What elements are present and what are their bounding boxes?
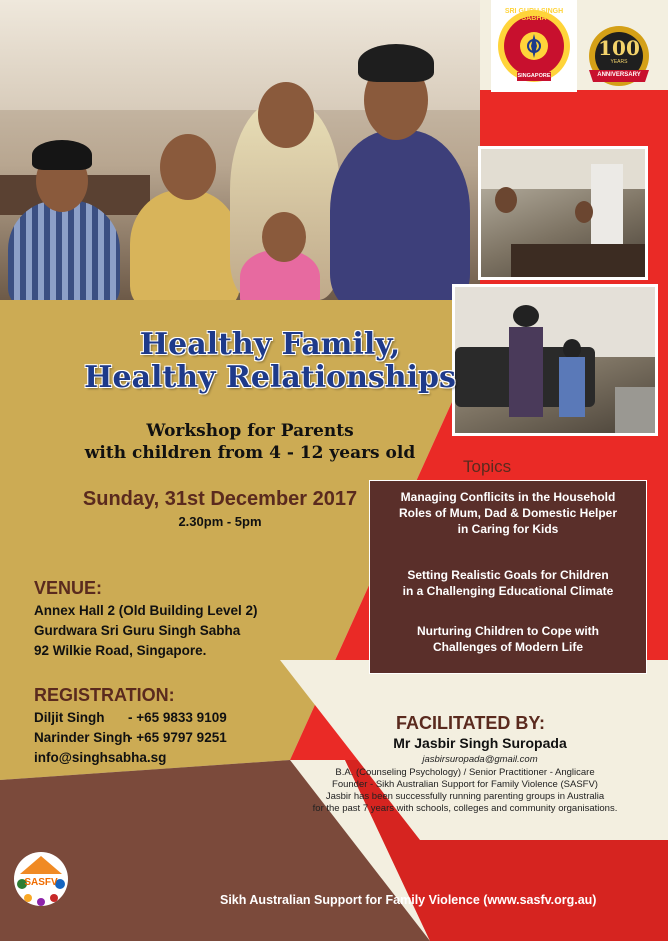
topic-1-line-2: Roles of Mum, Dad & Domestic Helper — [398, 506, 618, 520]
venue-line-2: Gurdwara Sri Guru Singh Sabha — [34, 623, 241, 638]
gurdwara-logo-top-text: SRI GURU SINGH SABHA — [504, 8, 564, 22]
sasfv-label: SASFV — [24, 877, 58, 888]
topic-2 — [370, 567, 646, 599]
topic-3 — [370, 623, 646, 655]
topic-2-line-2: in a Challenging Educational Climate — [402, 584, 614, 598]
registration-phone-1: - +65 9833 9109 — [128, 710, 227, 725]
living-boy-head — [563, 339, 581, 359]
event-time: 2.30pm - 5pm — [178, 514, 262, 529]
photo-small-girl-head — [262, 212, 306, 262]
topic-3-line-2: Challenges of Modern Life — [432, 640, 583, 654]
photo-boy-turban — [32, 140, 92, 170]
topics-heading: Topics — [463, 457, 512, 476]
poster-subtitle — [40, 420, 460, 464]
anniversary-label: ANNIVERSARY — [597, 72, 641, 78]
anniversary-number: 100 — [598, 36, 640, 60]
family-photo — [0, 0, 480, 300]
sasfv-logo — [10, 846, 72, 908]
living-room-photo — [452, 284, 658, 436]
kitchen-person-1 — [495, 187, 517, 213]
kitchen-person-2 — [575, 201, 593, 223]
photo-girl — [130, 190, 240, 300]
living-man-turban — [513, 305, 539, 327]
topic-2-line-1: Setting Realistic Goals for Children — [407, 568, 609, 582]
topic-1-line-1: Managing Conflicits in the Household — [400, 490, 616, 504]
anniversary-logo — [585, 24, 653, 92]
kitchen-fridge — [591, 164, 623, 254]
gurdwara-logo-bottom-text: SINGAPORE — [517, 73, 551, 79]
photo-mother-head — [258, 82, 314, 148]
facilitator-email[interactable]: jasbirsuropada@gmail.com — [422, 754, 538, 765]
registration-heading: REGISTRATION: — [34, 685, 175, 705]
topic-1 — [370, 489, 646, 537]
living-chair — [615, 387, 655, 433]
facilitator-heading: FACILITATED BY: — [396, 713, 545, 733]
subtitle-line-2: with children from 4 - 12 years old — [84, 443, 416, 463]
topic-1-line-3: in Caring for Kids — [457, 522, 559, 536]
registration-name-1: Diljit Singh — [34, 710, 105, 725]
kitchen-photo — [478, 146, 648, 280]
venue-line-1: Annex Hall 2 (Old Building Level 2) — [34, 603, 258, 618]
facilitator-line-3: Jasbir has been successfully running parenting groups in Australia — [325, 791, 605, 802]
photo-father-turban — [358, 44, 434, 82]
facilitator-name: Mr Jasbir Singh Suropada — [393, 735, 567, 751]
topics-box — [369, 480, 647, 674]
facilitator-line-1: B.A. (Counseling Psychology) / Senior Practitioner - Anglicare — [335, 767, 595, 778]
gurdwara-logo — [491, 0, 577, 92]
living-boy — [559, 357, 585, 417]
event-date: Sunday, 31st December 2017 — [82, 488, 358, 510]
poster-title — [70, 328, 470, 394]
registration-email[interactable]: info@singhsabha.sg — [34, 750, 167, 765]
title-line-2: Healthy Relationships — [84, 360, 456, 395]
anniversary-years: YEARS — [610, 59, 628, 65]
registration-name-2: Narinder Singh — [34, 730, 131, 745]
footer-organisation: Sikh Australian Support for Family Violence (www.sasfv.org.au) — [220, 893, 597, 907]
photo-father — [330, 130, 470, 300]
photo-boy — [8, 200, 120, 300]
title-line-1: Healthy Family, — [139, 327, 401, 362]
photo-girl-head — [160, 134, 216, 200]
subtitle-line-1: Workshop for Parents — [146, 421, 354, 441]
facilitator-line-4: for the past 7 years with schools, colleges and community organisations. — [312, 803, 618, 814]
facilitator-line-2: Founder - Sikh Australian Support for Family Violence (SASFV) — [332, 779, 598, 790]
topic-3-line-1: Nurturing Children to Cope with — [417, 624, 599, 638]
kitchen-counter — [511, 244, 645, 277]
venue-line-3: 92 Wilkie Road, Singapore. — [34, 643, 207, 658]
living-man — [509, 327, 543, 417]
registration-phone-2: - +65 9797 9251 — [128, 730, 227, 745]
venue-heading: VENUE: — [34, 578, 103, 598]
